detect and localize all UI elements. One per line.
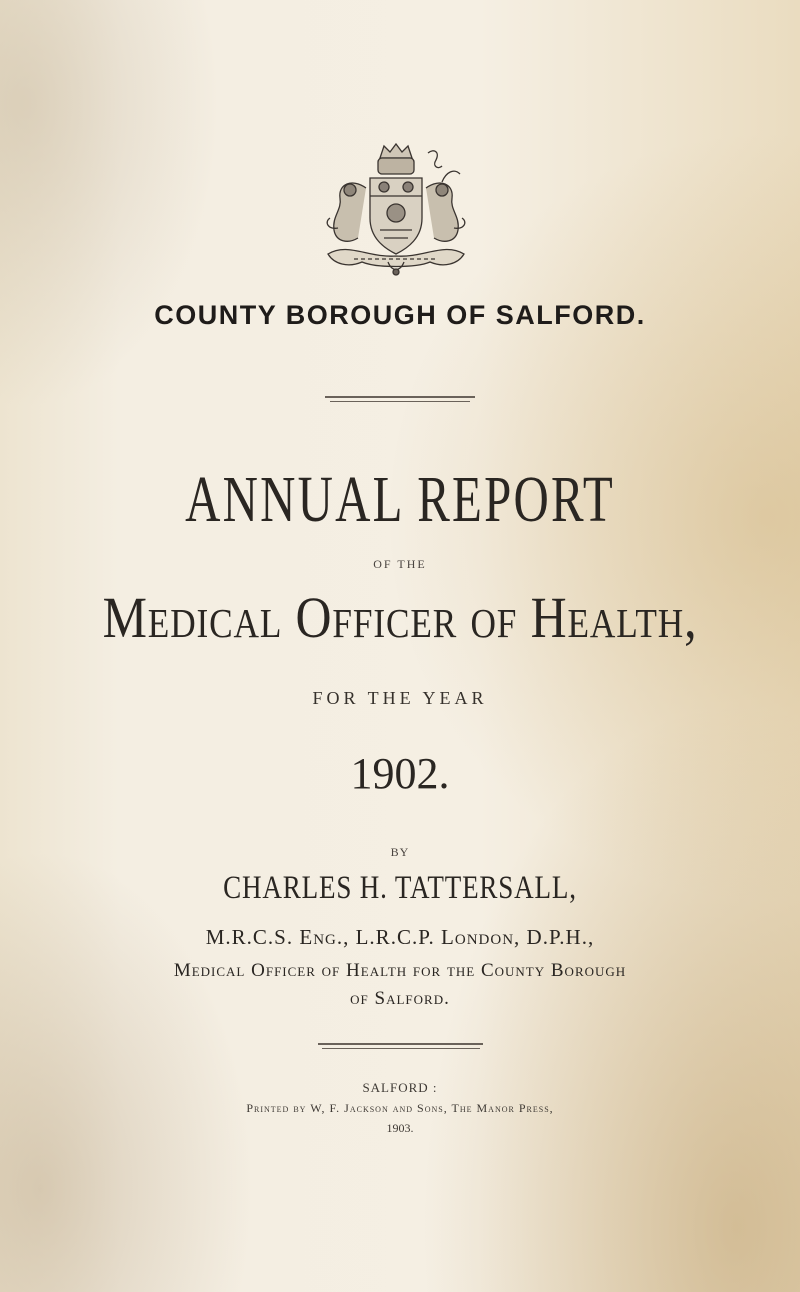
office-title: Medical Officer of Health, bbox=[102, 585, 698, 650]
author-qualifications: M.R.C.S. Eng., L.R.C.P. London, D.P.H., bbox=[205, 925, 595, 949]
report-year: 1902. bbox=[350, 749, 450, 798]
by-label: BY bbox=[390, 845, 410, 859]
imprint-printer: Printed by W, F. Jackson and Sons, The Manor Press, bbox=[246, 1101, 554, 1115]
author-role-line-1: Medical Officer of Health for the County Borough bbox=[173, 960, 627, 981]
report-title: ANNUAL REPORT bbox=[185, 463, 615, 536]
imprint-divider bbox=[318, 1043, 483, 1045]
for-the-year-label: FOR THE YEAR bbox=[312, 688, 488, 708]
author-role-line-2: of Salford. bbox=[350, 988, 450, 1009]
title-divider-thin bbox=[330, 401, 470, 402]
borough-heading: COUNTY BOROUGH OF SALFORD. bbox=[154, 300, 646, 330]
imprint-divider-thin bbox=[322, 1048, 480, 1049]
imprint-place: SALFORD : bbox=[362, 1080, 438, 1095]
coat-of-arms-icon bbox=[318, 138, 473, 278]
author-name: CHARLES H. TATTERSALL, bbox=[223, 870, 577, 906]
of-the-label: OF THE bbox=[373, 557, 427, 571]
title-divider bbox=[325, 396, 475, 398]
imprint-year: 1903. bbox=[386, 1121, 414, 1135]
